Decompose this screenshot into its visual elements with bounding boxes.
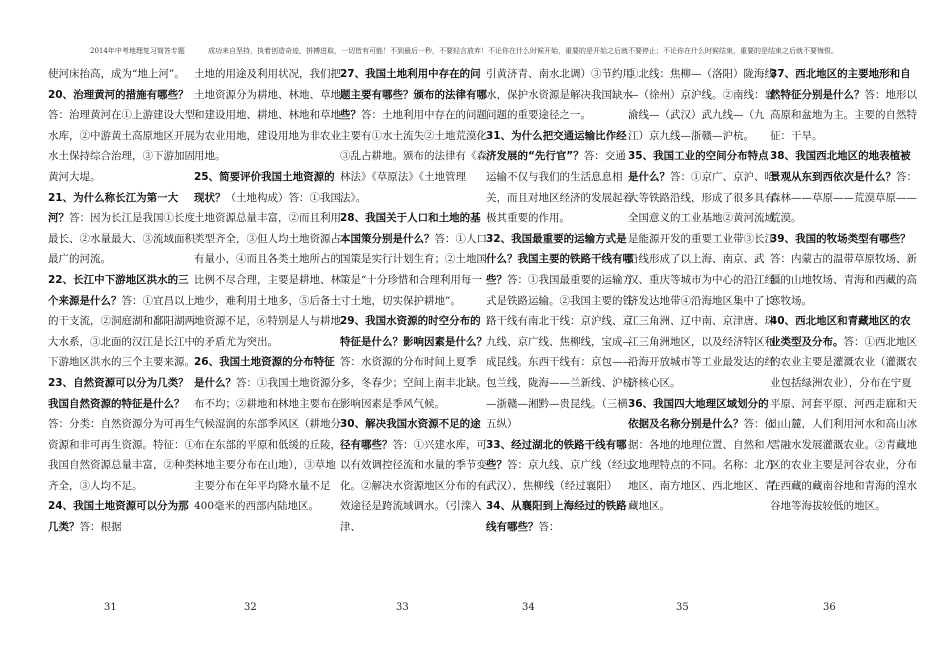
- question-text: 33、经过湖北的铁路干线有哪些？: [486, 438, 627, 472]
- qa-item: [486, 435, 634, 497]
- qa-item: [48, 85, 196, 188]
- question-text: 39、我国的牧场类型有哪些？: [770, 232, 911, 245]
- answer-text: ①北线：焦柳—（洛阳）陇海线—（徐州）京沪线。②南线：襄渝线—（武汉）武九线—（九江）京九线—浙赣—沪杭。: [628, 68, 775, 142]
- qa-item: [486, 496, 634, 537]
- answer-text: 答：根据: [79, 521, 122, 534]
- qa-item: [486, 229, 634, 435]
- qa-item: [770, 146, 918, 228]
- page-number: 35: [676, 602, 689, 613]
- qa-item: [48, 188, 196, 270]
- page-number: 36: [823, 602, 836, 613]
- text-column-5: [628, 64, 776, 600]
- answer-text: 答：①我国最重要的运输方式是铁路运输。②我国主要的铁路干线有南北干线：京沪线、京九线、京广线、焦柳线，宝成—成昆线。东西干线有：京包——包兰线，陇海——兰新线、沪杭—浙赣—湘黔—贵昆线。（三横五纵）: [486, 273, 633, 431]
- question-text: 30、解决我国水资源不足的途径有哪些？: [340, 418, 481, 451]
- question-text: 27、我国土地利用中存在的问题主要有哪些？颁布的法律有哪些？: [340, 68, 487, 122]
- qa-item: [628, 146, 776, 393]
- qa-item: [628, 394, 776, 518]
- page-header: [0, 46, 950, 60]
- answer-text: 答：①兴建水库，可以有效调控径流和水量的季节变化。②解决水资源地区分布的有效途径是跨流域调水。（引滦入津、: [340, 438, 487, 534]
- qa-item: [48, 496, 196, 537]
- answer-text: 答：①我国土地资源分布不均；②耕地和林地主要布在气候湿润的东部季风区（耕地分布在东部的平原和低缓的丘陵，林地主要分布在山地），③草地主要分布在年平均降水量不足400毫米的西部内陆地区。: [194, 376, 341, 513]
- question-text: 31、为什么把交通运输比作经济发展的“先行官”？: [486, 129, 627, 163]
- qa-item: [48, 270, 196, 373]
- qa-item: [770, 311, 918, 517]
- question-text: 34、从襄阳到上海经过的铁路线有哪些？: [486, 500, 627, 534]
- qa-item: [340, 208, 488, 311]
- question-text: 29、我国水资源的时空分布的特征是什么？影响因素是什么？: [340, 315, 487, 348]
- answer-text: 答：: [538, 521, 560, 534]
- qa-item: [194, 64, 342, 167]
- answer-text: 答：①宜昌以上的干支流，②洞庭湖和鄱阳湖两大水系，③北面的汉江是长江中下游地区洪水的三个主要来源。: [48, 294, 195, 369]
- answer-text: 答：水资源的分布时间上夏季多，冬春少；空间上南丰北缺。影响因素是季风气候。: [340, 356, 487, 410]
- qa-item: [340, 414, 488, 538]
- question-text: 28、我国关于人口和土地的基本国策分别是什么？: [340, 212, 481, 245]
- text-column-1: [48, 64, 196, 600]
- answer-text: 答：土地利用中存在的问题主要有①水土流失②土地荒漠化③乱占耕地。颁布的法律有《森林法》《草原法》《土地管理法》。: [340, 109, 487, 204]
- page-number: 32: [244, 602, 257, 613]
- answer-text: 使河床抬高，成为“地上河”。: [48, 68, 185, 80]
- qa-item: [48, 373, 196, 497]
- answer-text: 答：地形以高原和盆地为主。主要的自然特征：干旱。: [770, 88, 917, 142]
- qa-item: [486, 126, 634, 229]
- text-column-3: [340, 64, 488, 600]
- question-text: 38、我国西北地区的地表植被景观从东到西依次是什么？: [770, 150, 911, 183]
- qa-item: [770, 229, 918, 311]
- answer-text: 答：因为长江是我国①长度最长、②水量最大、③流域面积最广的河流。: [48, 212, 195, 266]
- question-text: 32、我国最重要的运输方式是什么？我国主要的铁路干线有哪些？: [486, 232, 633, 286]
- question-text: 23、自然资源可以分为几类？我国自然资源的特征是什么？: [48, 376, 189, 410]
- qa-item: [194, 167, 342, 352]
- answer-text: 答：治理黄河在①上游建设大型水库，②中游黄土高原地区开展水土保持综合治理，③下游加固黄河大堤。: [48, 109, 195, 183]
- header-motto: 成功来自坚持，执着创造奇迹，拼搏进取，一切皆有可能！不到最后一秒，不要轻言放弃！不论你在什么时候开始，重要的是开始之后就不要停止；不论你在什么时候结束，重要的是结束之后就不要悔恨。: [208, 47, 838, 55]
- question-text: 20、治理黄河的措施有哪些？: [48, 88, 189, 101]
- answer-text: 答：①人口国策是实行计划生育；②土地国策是“十分珍惜和合理利用每一寸土地，切实保护耕地”。: [340, 232, 487, 307]
- answer-text: 答：①西北地区的农业主要是灌溉农业（灌溉农业包括绿洲农业），分布在宁夏平原、河套平原、河西走廊和天山山麓，人们利用河水和高山冰雪融水发展灌溉农业。②青藏地区的农业主要是河谷农业，分布在西藏的藏南谷地和青海的湟水谷地等海拔较低的地区。: [770, 335, 917, 513]
- answer-text: 答：京九线、京广线（经过武汉）、焦柳线（经过襄阳）: [486, 459, 633, 492]
- qa-item: [770, 64, 918, 146]
- answer-text: 引黄济青、南水北调）③节约用水，保护水资源是解决我国缺水问题的重要途径之一。: [486, 68, 633, 122]
- text-column-4: [486, 64, 634, 600]
- page-number: 34: [522, 602, 535, 613]
- qa-item: [628, 64, 776, 146]
- answer-text: 答：交通运输不仅与我们的生活息息相关，而且对地区经济的发展起着极其重要的作用。: [486, 150, 633, 225]
- text-column-6: [770, 64, 918, 600]
- qa-item: [48, 64, 196, 85]
- answer-text: 答：森林——草原——荒漠草原——荒漠。: [770, 170, 917, 225]
- question-text: 22、长江中下游地区洪水的三个来源是什么？: [48, 273, 189, 307]
- qa-item: [340, 311, 488, 414]
- question-text: 26、我国土地资源的分布特征是什么？: [194, 356, 335, 389]
- question-text: 21、为什么称长江为第一大河？: [48, 191, 179, 225]
- header-title: 2014年中考地理复习简答专题: [90, 47, 185, 55]
- question-text: 35、我国工业的空间分布特点是什么？: [628, 150, 769, 183]
- answer-text: 土地的用途及利用状况，我们把土地资源分为耕地、林地、草地和建设用地、耕地、林地和草地为农业用地，建设用地为非农业用地。: [194, 68, 341, 163]
- question-text: 40、西北地区和青藏地区的农业类型及分布。: [770, 315, 911, 348]
- question-text: 37、西北地区的主要地形和自然特征分别是什么？: [770, 68, 911, 101]
- answer-text: 答：①京广、京沪、哈大等铁路沿线，形成了很多具有全国意义的工业基地②黄河流域是能源开发的重要工业带③长江沿线形成了以上海、南京、武汉、重庆等城市为中心的沿江经济发达地带④沿海地区集中了长江三角洲、辽中南、京津唐、珠江三角洲地区，以及经济特区和沿海开放城市等工业最发达的经济核心区。: [628, 170, 775, 389]
- question-text: 25、简要评价我国土地资源的现状？: [194, 170, 335, 204]
- text-column-2: [194, 64, 342, 600]
- page-number: 31: [104, 602, 117, 613]
- answer-text: （土地构成）答：①我国土地资源总量丰富，②而且利用类型齐全，③但人均土地资源占有量小，④而且各类土地所占的比例不尽合理，主要是耕地、林地少，难利用土地多，⑤后备土地资源不足，⑥特别是人与耕地的矛盾尤为突出。: [194, 191, 341, 348]
- page-number: 33: [396, 602, 409, 613]
- question-text: 24、我国土地资源可以分为那几类？: [48, 500, 189, 534]
- answer-text: 答：内蒙古的温带草原牧场、新疆的山地牧场、青海和西藏的高寒牧场。: [770, 253, 917, 307]
- qa-item: [194, 352, 342, 517]
- question-text: 36、我国四大地理区域划分的依据及名称分别是什么？: [628, 397, 769, 431]
- qa-item: [340, 64, 488, 208]
- qa-item: [486, 64, 634, 126]
- answer-text: 答：分类：自然资源分为可再生资源和非可再生资源。特征：①我国自然资源总量丰富，②种类齐全，③人均不足。: [48, 418, 195, 492]
- answer-text: 答：依据：各地的地理位置、自然和人文地理特点的不同。名称：北方地区、南方地区、西北地区、青藏地区。: [628, 418, 775, 513]
